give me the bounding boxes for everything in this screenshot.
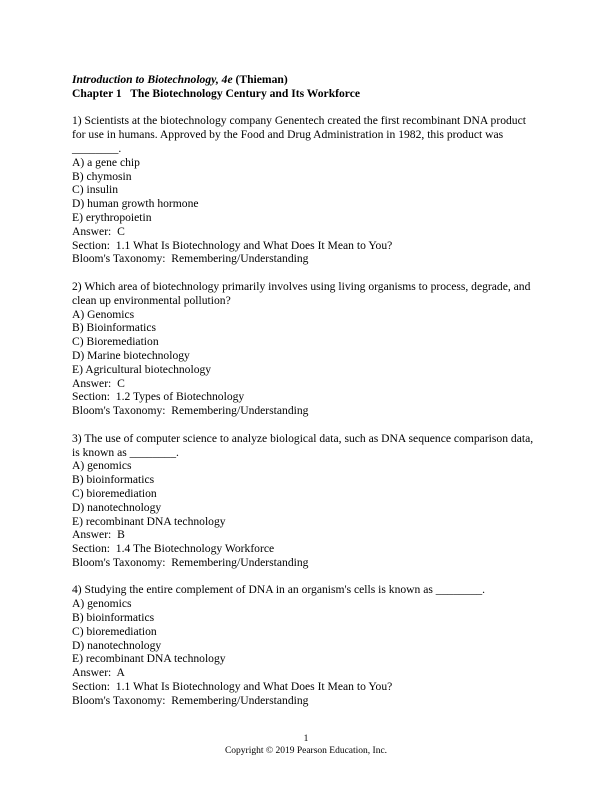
answer-option: B) Bioinformatics	[72, 321, 157, 335]
book-header	[72, 73, 542, 87]
chapter-title: Chapter 1 The Biotechnology Century and Its Workforce	[72, 86, 361, 100]
answer-option: A) Genomics	[72, 307, 135, 321]
answer-option: D) nanotechnology	[72, 638, 162, 652]
answer-option: A) genomics	[72, 459, 132, 473]
answer-option: C) bioremediation	[72, 624, 157, 638]
question-block	[72, 432, 542, 570]
answer-option: E) recombinant DNA technology	[72, 514, 226, 528]
question-text: 4) Studying the entire complement of DNA in an organism's cells is known as ________.	[72, 583, 486, 597]
question-block	[72, 280, 542, 418]
answer-option: E) Agricultural biotechnology	[72, 362, 212, 376]
answer-key: Answer: C	[72, 376, 125, 390]
answer-option: D) human growth hormone	[72, 197, 199, 211]
question-block	[72, 583, 542, 707]
book-author: (Thieman)	[235, 73, 288, 86]
question-list	[72, 114, 542, 707]
answer-option: A) genomics	[72, 597, 132, 611]
question-text: 1) Scientists at the biotechnology company Genentech created the first recombinant DNA product for use in humans. Approved by the Food and Drug Administration in 1982, this product was ________.	[72, 114, 526, 155]
answer-option: D) Marine biotechnology	[72, 348, 190, 362]
question-block	[72, 114, 542, 266]
answer-key: Answer: C	[72, 224, 125, 238]
section-reference: Section: 1.4 The Biotechnology Workforce	[72, 542, 275, 556]
section-reference: Section: 1.1 What Is Biotechnology and What Does It Mean to You?	[72, 680, 393, 694]
answer-option: D) nanotechnology	[72, 500, 162, 514]
page-content	[72, 73, 542, 708]
blooms-taxonomy: Bloom's Taxonomy: Remembering/Understanding	[72, 693, 309, 707]
section-reference: Section: 1.1 What Is Biotechnology and What Does It Mean to You?	[72, 238, 393, 252]
blooms-taxonomy: Bloom's Taxonomy: Remembering/Understanding	[72, 252, 309, 266]
section-reference: Section: 1.2 Types of Biotechnology	[72, 390, 245, 404]
answer-option: C) bioremediation	[72, 486, 157, 500]
answer-option: C) insulin	[72, 183, 119, 197]
answer-option: E) recombinant DNA technology	[72, 652, 226, 666]
answer-option: B) chymosin	[72, 169, 132, 183]
question-text: 2) Which area of biotechnology primarily involves using living organisms to process, degrade, and clean up environmental pollution?	[72, 279, 531, 307]
answer-option: E) erythropoietin	[72, 210, 152, 224]
answer-key: Answer: B	[72, 528, 125, 542]
answer-key: Answer: A	[72, 666, 125, 680]
book-title: Introduction to Biotechnology, 4e	[72, 73, 233, 86]
copyright-notice: Copyright © 2019 Pearson Education, Inc.	[224, 746, 388, 756]
page-number: 1	[303, 734, 309, 744]
answer-option: B) bioinformatics	[72, 473, 155, 487]
question-text: 3) The use of computer science to analyze biological data, such as DNA sequence comparison data, is known as ________.	[72, 431, 534, 459]
answer-option: C) Bioremediation	[72, 335, 159, 349]
answer-option: A) a gene chip	[72, 155, 140, 169]
blooms-taxonomy: Bloom's Taxonomy: Remembering/Understanding	[72, 555, 309, 569]
blooms-taxonomy: Bloom's Taxonomy: Remembering/Understanding	[72, 404, 309, 418]
answer-option: B) bioinformatics	[72, 611, 155, 625]
